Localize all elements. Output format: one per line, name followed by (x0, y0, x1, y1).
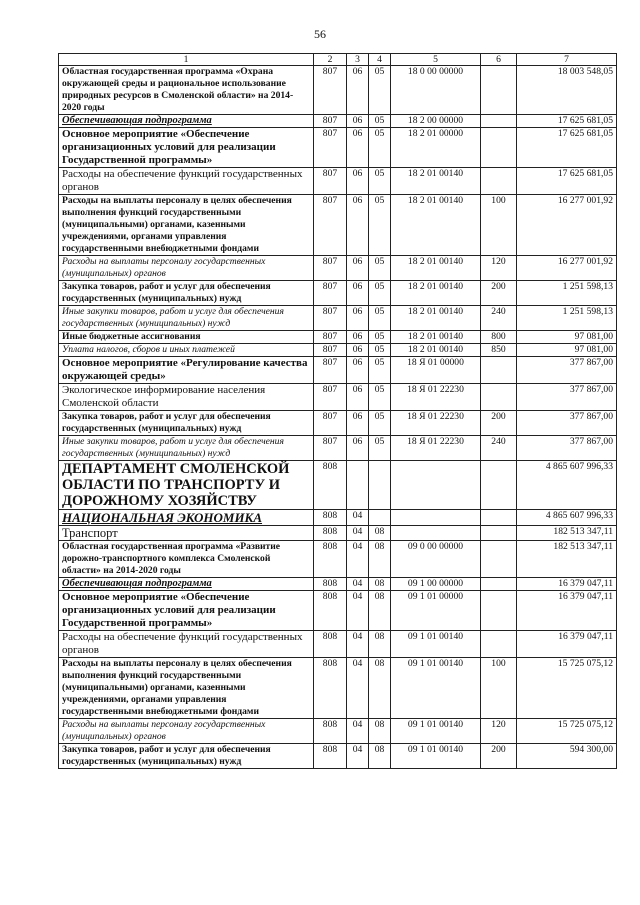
section-code: 06 (347, 281, 369, 306)
ministry-code: 808 (314, 578, 347, 591)
section-code: 06 (347, 306, 369, 331)
table-row (59, 744, 617, 769)
ministry-code: 807 (314, 411, 347, 436)
target-article-code: 09 1 01 00140 (391, 719, 481, 744)
item-name: Основное мероприятие «Обеспечение организационных условий для реализации Государственной программы» (59, 591, 314, 631)
section-code: 04 (347, 510, 369, 526)
subsection-code: 08 (369, 658, 391, 719)
amount: 377 867,00 (517, 384, 617, 411)
section-code: 06 (347, 195, 369, 256)
target-article-code: 18 2 01 00140 (391, 331, 481, 344)
section-code (347, 461, 369, 510)
section-code: 06 (347, 411, 369, 436)
table-row (59, 66, 617, 115)
expense-type-code (481, 541, 517, 578)
target-article-code: 18 2 01 00000 (391, 128, 481, 168)
target-article-code (391, 461, 481, 510)
ministry-code: 808 (314, 461, 347, 510)
target-article-code: 18 Я 01 22230 (391, 411, 481, 436)
item-name: Иные закупки товаров, работ и услуг для обеспечения государственных (муниципальных) нужд (59, 436, 314, 461)
table-row (59, 331, 617, 344)
section-code: 04 (347, 591, 369, 631)
expense-type-code (481, 66, 517, 115)
table-row (59, 510, 617, 526)
item-name: НАЦИОНАЛЬНАЯ ЭКОНОМИКА (59, 510, 314, 526)
subsection-code: 05 (369, 66, 391, 115)
ministry-code: 807 (314, 128, 347, 168)
item-name: Закупка товаров, работ и услуг для обеспечения государственных (муниципальных) нужд (59, 744, 314, 769)
amount: 15 725 075,12 (517, 719, 617, 744)
ministry-code: 808 (314, 591, 347, 631)
table-row (59, 344, 617, 357)
table-row (59, 357, 617, 384)
target-article-code: 18 2 01 00140 (391, 195, 481, 256)
amount: 4 865 607 996,33 (517, 461, 617, 510)
ministry-code: 808 (314, 631, 347, 658)
subsection-code: 05 (369, 331, 391, 344)
expense-type-code: 200 (481, 744, 517, 769)
expense-type-code (481, 357, 517, 384)
target-article-code: 18 2 01 00140 (391, 168, 481, 195)
table-row (59, 578, 617, 591)
target-article-code: 09 0 00 00000 (391, 541, 481, 578)
amount: 377 867,00 (517, 357, 617, 384)
expense-type-code (481, 384, 517, 411)
table-header (59, 54, 617, 66)
expense-type-code: 200 (481, 281, 517, 306)
ministry-code: 807 (314, 115, 347, 128)
table-row (59, 719, 617, 744)
expense-type-code (481, 115, 517, 128)
section-code: 04 (347, 578, 369, 591)
subsection-code: 05 (369, 128, 391, 168)
section-code: 06 (347, 66, 369, 115)
target-article-code: 18 2 01 00140 (391, 306, 481, 331)
item-name: Основное мероприятие «Обеспечение организационных условий для реализации Государственной программы» (59, 128, 314, 168)
expense-type-code (481, 591, 517, 631)
subsection-code: 08 (369, 526, 391, 541)
section-code: 06 (347, 128, 369, 168)
item-name: Обеспечивающая подпрограмма (59, 578, 314, 591)
expense-type-code: 200 (481, 411, 517, 436)
section-code: 06 (347, 436, 369, 461)
subsection-code (369, 510, 391, 526)
amount: 4 865 607 996,33 (517, 510, 617, 526)
item-name: Основное мероприятие «Регулирование качества окружающей среды» (59, 357, 314, 384)
ministry-code: 807 (314, 281, 347, 306)
subsection-code: 05 (369, 256, 391, 281)
amount: 17 625 681,05 (517, 115, 617, 128)
item-name: Иные бюджетные ассигнования (59, 331, 314, 344)
subsection-code: 05 (369, 306, 391, 331)
table-row (59, 384, 617, 411)
target-article-code: 09 1 01 00140 (391, 658, 481, 719)
amount: 377 867,00 (517, 411, 617, 436)
table-row (59, 256, 617, 281)
ministry-code: 807 (314, 331, 347, 344)
section-code: 06 (347, 168, 369, 195)
subsection-code: 05 (369, 436, 391, 461)
expense-type-code (481, 168, 517, 195)
amount: 16 379 047,11 (517, 578, 617, 591)
item-name: Расходы на выплаты персоналу государственных (муниципальных) органов (59, 719, 314, 744)
table-row (59, 631, 617, 658)
expense-type-code (481, 128, 517, 168)
amount: 97 081,00 (517, 331, 617, 344)
ministry-code: 807 (314, 306, 347, 331)
ministry-code: 807 (314, 66, 347, 115)
section-code: 06 (347, 344, 369, 357)
section-code: 04 (347, 658, 369, 719)
expense-type-code (481, 631, 517, 658)
subsection-code: 05 (369, 115, 391, 128)
header-row (59, 54, 617, 66)
target-article-code: 18 2 01 00140 (391, 256, 481, 281)
table-row (59, 436, 617, 461)
expense-type-code (481, 578, 517, 591)
target-article-code (391, 510, 481, 526)
expense-type-code (481, 526, 517, 541)
expense-type-code: 120 (481, 719, 517, 744)
ministry-code: 808 (314, 744, 347, 769)
subsection-code: 08 (369, 719, 391, 744)
target-article-code: 18 Я 01 22230 (391, 384, 481, 411)
table-body (59, 66, 617, 769)
ministry-code: 807 (314, 195, 347, 256)
table-row (59, 591, 617, 631)
amount: 16 277 001,92 (517, 195, 617, 256)
subsection-code: 08 (369, 631, 391, 658)
expense-type-code: 800 (481, 331, 517, 344)
item-name: Областная государственная программа «Охрана окружающей среды и рациональное использование природных ресурсов в Смоленской области» на 2014-2020 годы (59, 66, 314, 115)
section-code: 06 (347, 331, 369, 344)
subsection-code: 05 (369, 384, 391, 411)
table-row (59, 281, 617, 306)
table-row (59, 541, 617, 578)
target-article-code: 09 1 00 00000 (391, 578, 481, 591)
table-row (59, 461, 617, 510)
item-name: Расходы на выплаты персоналу в целях обеспечения выполнения функций государственными (муниципальными) органами, казенными учреждениями, органами управления государственными внебюджетными фондами (59, 658, 314, 719)
amount: 16 379 047,11 (517, 631, 617, 658)
expense-type-code: 100 (481, 195, 517, 256)
section-code: 04 (347, 744, 369, 769)
item-name: Расходы на выплаты персоналу государственных (муниципальных) органов (59, 256, 314, 281)
item-name: Закупка товаров, работ и услуг для обеспечения государственных (муниципальных) нужд (59, 411, 314, 436)
target-article-code: 18 2 00 00000 (391, 115, 481, 128)
amount: 594 300,00 (517, 744, 617, 769)
amount: 17 625 681,05 (517, 168, 617, 195)
header-col-4: 4 (369, 54, 391, 66)
amount: 16 277 001,92 (517, 256, 617, 281)
header-col-1: 1 (59, 54, 314, 66)
header-col-5: 5 (391, 54, 481, 66)
item-name: Закупка товаров, работ и услуг для обеспечения государственных (муниципальных) нужд (59, 281, 314, 306)
target-article-code: 09 1 01 00140 (391, 631, 481, 658)
amount: 182 513 347,11 (517, 541, 617, 578)
page-number: 56 (314, 27, 326, 41)
section-code: 06 (347, 115, 369, 128)
expense-type-code: 240 (481, 306, 517, 331)
amount: 377 867,00 (517, 436, 617, 461)
section-code: 06 (347, 384, 369, 411)
subsection-code: 05 (369, 195, 391, 256)
budget-table (58, 53, 617, 769)
ministry-code: 807 (314, 384, 347, 411)
subsection-code: 08 (369, 744, 391, 769)
section-code: 04 (347, 719, 369, 744)
ministry-code: 808 (314, 658, 347, 719)
table-row (59, 128, 617, 168)
ministry-code: 808 (314, 541, 347, 578)
section-code: 06 (347, 357, 369, 384)
subsection-code: 05 (369, 168, 391, 195)
subsection-code: 08 (369, 541, 391, 578)
expense-type-code: 850 (481, 344, 517, 357)
item-name: Экологическое информирование населения Смоленской области (59, 384, 314, 411)
target-article-code: 18 Я 01 00000 (391, 357, 481, 384)
expense-type-code (481, 510, 517, 526)
item-name: Расходы на обеспечение функций государственных органов (59, 631, 314, 658)
subsection-code: 05 (369, 411, 391, 436)
ministry-code: 808 (314, 510, 347, 526)
target-article-code: 09 1 01 00140 (391, 744, 481, 769)
ministry-code: 807 (314, 436, 347, 461)
amount: 16 379 047,11 (517, 591, 617, 631)
ministry-code: 807 (314, 357, 347, 384)
expense-type-code (481, 461, 517, 510)
ministry-code: 807 (314, 344, 347, 357)
item-name: Расходы на выплаты персоналу в целях обеспечения выполнения функций государственными (муниципальными) органами, казенными учреждениями, органами управления государственными внебюджетными фондами (59, 195, 314, 256)
target-article-code: 18 0 00 00000 (391, 66, 481, 115)
subsection-code: 08 (369, 578, 391, 591)
target-article-code (391, 526, 481, 541)
table-row (59, 168, 617, 195)
item-name: Уплата налогов, сборов и иных платежей (59, 344, 314, 357)
target-article-code: 18 2 01 00140 (391, 344, 481, 357)
expense-type-code: 120 (481, 256, 517, 281)
target-article-code: 18 Я 01 22230 (391, 436, 481, 461)
ministry-code: 808 (314, 719, 347, 744)
header-col-6: 6 (481, 54, 517, 66)
table-row (59, 195, 617, 256)
table-row (59, 115, 617, 128)
table-row (59, 306, 617, 331)
amount: 15 725 075,12 (517, 658, 617, 719)
subsection-code: 05 (369, 344, 391, 357)
table-row (59, 658, 617, 719)
section-code: 04 (347, 526, 369, 541)
item-name: Транспорт (59, 526, 314, 541)
header-col-3: 3 (347, 54, 369, 66)
item-name: ДЕПАРТАМЕНТ СМОЛЕНСКОЙ ОБЛАСТИ ПО ТРАНСПОРТУ И ДОРОЖНОМУ ХОЗЯЙСТВУ (59, 461, 314, 510)
target-article-code: 18 2 01 00140 (391, 281, 481, 306)
target-article-code: 09 1 01 00000 (391, 591, 481, 631)
item-name: Расходы на обеспечение функций государственных органов (59, 168, 314, 195)
amount: 1 251 598,13 (517, 306, 617, 331)
header-col-7: 7 (517, 54, 617, 66)
amount: 1 251 598,13 (517, 281, 617, 306)
section-code: 04 (347, 631, 369, 658)
header-col-2: 2 (314, 54, 347, 66)
item-name: Иные закупки товаров, работ и услуг для обеспечения государственных (муниципальных) нужд (59, 306, 314, 331)
table-row (59, 526, 617, 541)
section-code: 06 (347, 256, 369, 281)
item-name: Обеспечивающая подпрограмма (59, 115, 314, 128)
expense-type-code: 240 (481, 436, 517, 461)
amount: 17 625 681,05 (517, 128, 617, 168)
ministry-code: 807 (314, 256, 347, 281)
subsection-code: 08 (369, 591, 391, 631)
expense-type-code: 100 (481, 658, 517, 719)
amount: 97 081,00 (517, 344, 617, 357)
ministry-code: 808 (314, 526, 347, 541)
item-name: Областная государственная программа «Развитие дорожно-транспортного комплекса Смоленской области» на 2014-2020 годы (59, 541, 314, 578)
amount: 182 513 347,11 (517, 526, 617, 541)
ministry-code: 807 (314, 168, 347, 195)
subsection-code: 05 (369, 357, 391, 384)
subsection-code: 05 (369, 281, 391, 306)
section-code: 04 (347, 541, 369, 578)
table-row (59, 411, 617, 436)
amount: 18 003 548,05 (517, 66, 617, 115)
subsection-code (369, 461, 391, 510)
